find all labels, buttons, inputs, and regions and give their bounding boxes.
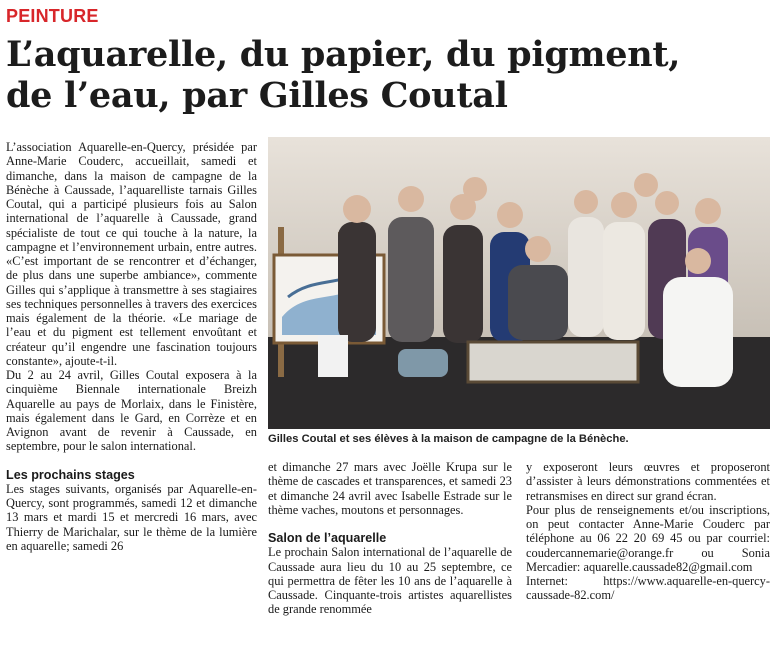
salon-paragraph: Le prochain Salon international de l’aquarelle de Caussade aura lieu du 10 au 25 septembre, ce qui permettra de fêter les 10 ans de l’aquarelle à Caussade. Cinquante-trois artistes aquarellistes de grande renommée [268,545,512,617]
headline-line-1: L’aquarelle, du papier, du pigment, [6,34,681,75]
section-label: PEINTURE [6,6,99,26]
group-photo-illustration [268,137,770,429]
contact-paragraph: Pour plus de renseignements et/ou inscriptions, on peut contacter Anne-Marie Couderc par téléphone au 06 22 20 69 45 ou par courriel: coudercannemarie@orange.fr ou Sonia Mercadier: aquarelle.caussade82@gmail.com [526,502,770,574]
subheading-salon: Salon de l’aquarelle [268,531,387,545]
article-column-1 [6,140,257,553]
stages-paragraph: Les stages suivants, organisés par Aquarelle-en-Quercy, sont programmés, samedi 12 et dimanche 13 mars et mardi 15 et mercredi 16 mars, avec Thierry de Marichalar, sur le thème de la lumière en aquarelle; samedi 26 [6,481,257,553]
subheading-stages: Les prochains stages [6,467,135,482]
stages-continued-paragraph: et dimanche 27 mars avec Joëlle Krupa sur le thème de cascades et transparences, et samedi 23 et dimanche 24 avril avec Isabelle Estrade sur le thème vaches, moutons et personnages. [268,460,512,517]
intro-paragraph: L’association Aquarelle-en-Quercy, présidée par Anne-Marie Couderc, accueillait, samedi et dimanche, dans la maison de campagne de la Bénèche à Caussade, l’aquarelliste tarnais Gilles Coutal, qui a participé plusieurs fois au Salon international de l’aquarelle à Caussade, grand spécialiste de tout ce qui touche à la nature, la campagne et l’environnement urbain, entre autres. «C’est important de se rencontrer et d’échanger, de plus dans une superbe ambiance», commente Gilles qui s’applique à transmettre à ses stagiaires ses techniques personnelles à travers des exercices mais également de la théorie. «Le mariage de l’eau et du pigment est tellement envoûtant et créateur qu’il engendre une fascination toujours constante», ajoute-t-il. [6,140,257,368]
salon-continued-paragraph: y exposeront leurs œuvres et proposeront d’assister à leurs démonstrations commentées et retransmises en direct sur grand écran. [526,460,770,503]
website-paragraph: Internet: https://www.aquarelle-en-quercy-caussade-82.com/ [526,574,770,603]
article-headline [6,34,771,116]
article-photo [268,137,770,429]
photo-caption: Gilles Coutal et ses élèves à la maison de campagne de la Bénèche. [268,433,629,445]
headline-line-2: de l’eau, par Gilles Coutal [6,75,508,116]
article-column-3 [526,460,770,603]
article-column-2 [268,460,512,617]
exhibition-paragraph: Du 2 au 24 avril, Gilles Coutal exposera à la cinquième Biennale internationale Breizh Aquarelle au pays de Morlaix, dans le Finistère, mais également dans le Gard, en Corrèze et en Avignon avant de revenir à Caussade, en septembre, pour le salon international. [6,368,257,454]
